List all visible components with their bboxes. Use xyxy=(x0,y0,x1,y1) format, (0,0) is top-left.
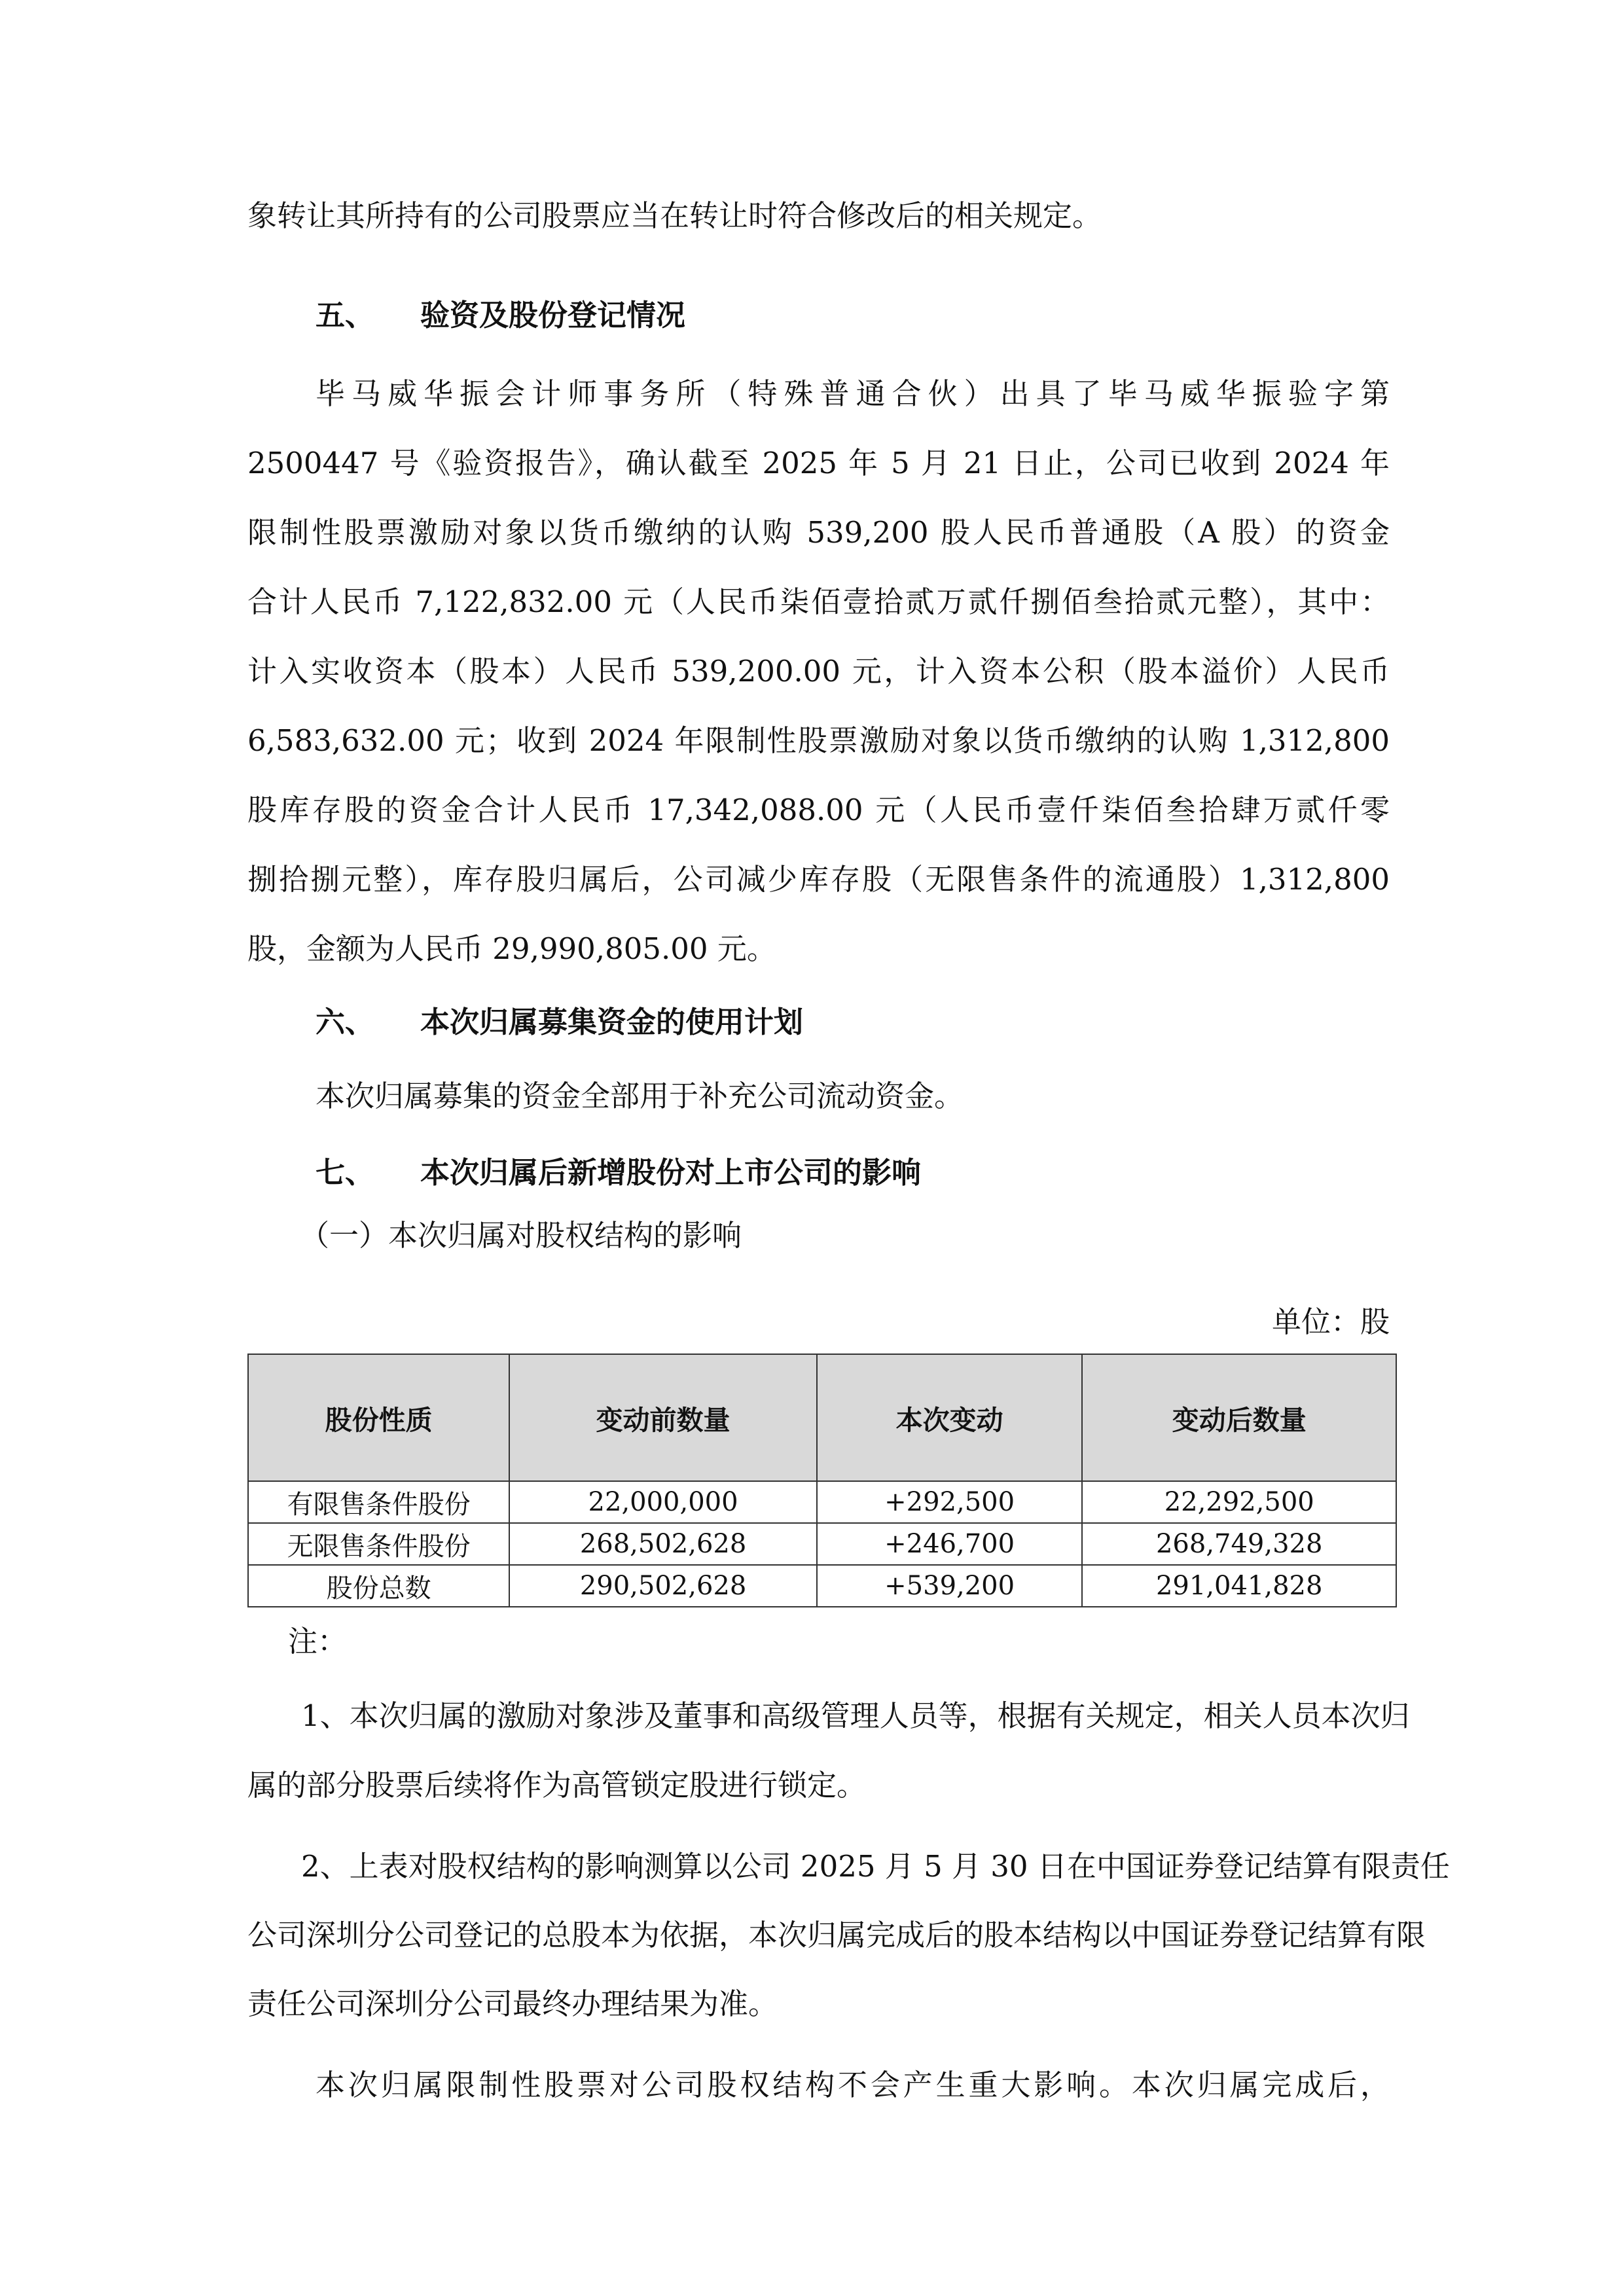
section-title: 本次归属募集资金的使用计划 xyxy=(420,1005,804,1039)
section-title: 验资及股份登记情况 xyxy=(420,298,686,332)
paragraph-line: 限制性股票激励对象以货币缴纳的认购 539,200 股人民币普通股（A 股）的资金 xyxy=(247,515,1390,550)
section-heading-7 xyxy=(316,1153,1390,1193)
note-line: 1、本次归属的激励对象涉及董事和高级管理人员等，根据有关规定，相关人员本次归 xyxy=(301,1698,1410,1733)
paragraph-line: 计入实收资本（股本）人民币 539,200.00 元，计入资本公积（股本溢价）人民币 xyxy=(247,654,1390,689)
notes-label: 注： xyxy=(288,1624,348,1659)
paragraph-line: 捌拾捌元整），库存股归属后，公司减少库存股（无限售条件的流通股）1,312,800 xyxy=(247,862,1390,897)
table-unit-label: 单位：股 xyxy=(1271,1304,1390,1339)
table-header-row xyxy=(248,1354,1396,1481)
paragraph-line: 2500447 号《验资报告》，确认截至 2025 年 5 月 21 日止，公司已收到 2024 年 xyxy=(247,446,1390,480)
paragraph-line: 股库存股的资金合计人民币 17,342,088.00 元（人民币壹仟柒佰叁拾肆万贰仟零 xyxy=(247,793,1390,827)
table-cell: +539,200 xyxy=(817,1565,1083,1607)
table-cell: +292,500 xyxy=(817,1481,1083,1523)
section-number: 七、 xyxy=(316,1155,375,1190)
table-header-cell: 变动后数量 xyxy=(1082,1354,1396,1481)
table-header-cell: 股份性质 xyxy=(248,1354,509,1481)
table-cell: 22,000,000 xyxy=(509,1481,817,1523)
paragraph-line: 本次归属限制性股票对公司股权结构不会产生重大影响。本次归属完成后， xyxy=(316,2068,1390,2102)
paragraph-line: 本次归属募集的资金全部用于补充公司流动资金。 xyxy=(316,1079,964,1113)
table-cell: 22,292,500 xyxy=(1082,1481,1396,1523)
share-structure-table xyxy=(247,1354,1397,1607)
section-number: 六、 xyxy=(316,1005,375,1039)
paragraph-line: 股，金额为人民币 29,990,805.00 元。 xyxy=(247,931,776,966)
paragraph-line: 毕马威华振会计师事务所（特殊普通合伙）出具了毕马威华振验字第 xyxy=(316,376,1390,411)
table-header-cell: 本次变动 xyxy=(817,1354,1083,1481)
table-cell: 268,502,628 xyxy=(509,1523,817,1565)
section-heading-5 xyxy=(316,296,1390,335)
table-cell: 291,041,828 xyxy=(1082,1565,1396,1607)
table-cell: 无限售条件股份 xyxy=(248,1523,509,1565)
note-line: 公司深圳分公司登记的总股本为依据，本次归属完成后的股本结构以中国证券登记结算有限 xyxy=(247,1918,1426,1952)
paragraph-line: 合计人民币 7,122,832.00 元（人民币柒佰壹拾贰万贰仟捌佰叁拾贰元整），其中： xyxy=(247,584,1390,619)
section-number: 五、 xyxy=(316,298,375,332)
section-title: 本次归属后新增股份对上市公司的影响 xyxy=(420,1155,922,1190)
paragraph-continuation: 象转让其所持有的公司股票应当在转让时符合修改后的相关规定。 xyxy=(247,198,1102,233)
table-cell: 有限售条件股份 xyxy=(248,1481,509,1523)
subsection-heading: （一）本次归属对股权结构的影响 xyxy=(300,1218,742,1253)
table-cell: 股份总数 xyxy=(248,1565,509,1607)
table-row xyxy=(248,1523,1396,1565)
note-line: 2、上表对股权结构的影响测算以公司 2025 月 5 月 30 日在中国证券登记结算有限责任 xyxy=(301,1849,1450,1884)
table-cell: 290,502,628 xyxy=(509,1565,817,1607)
table-cell: 268,749,328 xyxy=(1082,1523,1396,1565)
note-line: 责任公司深圳分公司最终办理结果为准。 xyxy=(247,1986,778,2021)
section-heading-6 xyxy=(316,1003,1390,1042)
table-row xyxy=(248,1565,1396,1607)
table-row xyxy=(248,1481,1396,1523)
paragraph-line: 6,583,632.00 元；收到 2024 年限制性股票激励对象以货币缴纳的认购 1,312,800 xyxy=(247,723,1390,758)
note-line: 属的部分股票后续将作为高管锁定股进行锁定。 xyxy=(247,1768,867,1803)
table-header-cell: 变动前数量 xyxy=(509,1354,817,1481)
table-cell: +246,700 xyxy=(817,1523,1083,1565)
